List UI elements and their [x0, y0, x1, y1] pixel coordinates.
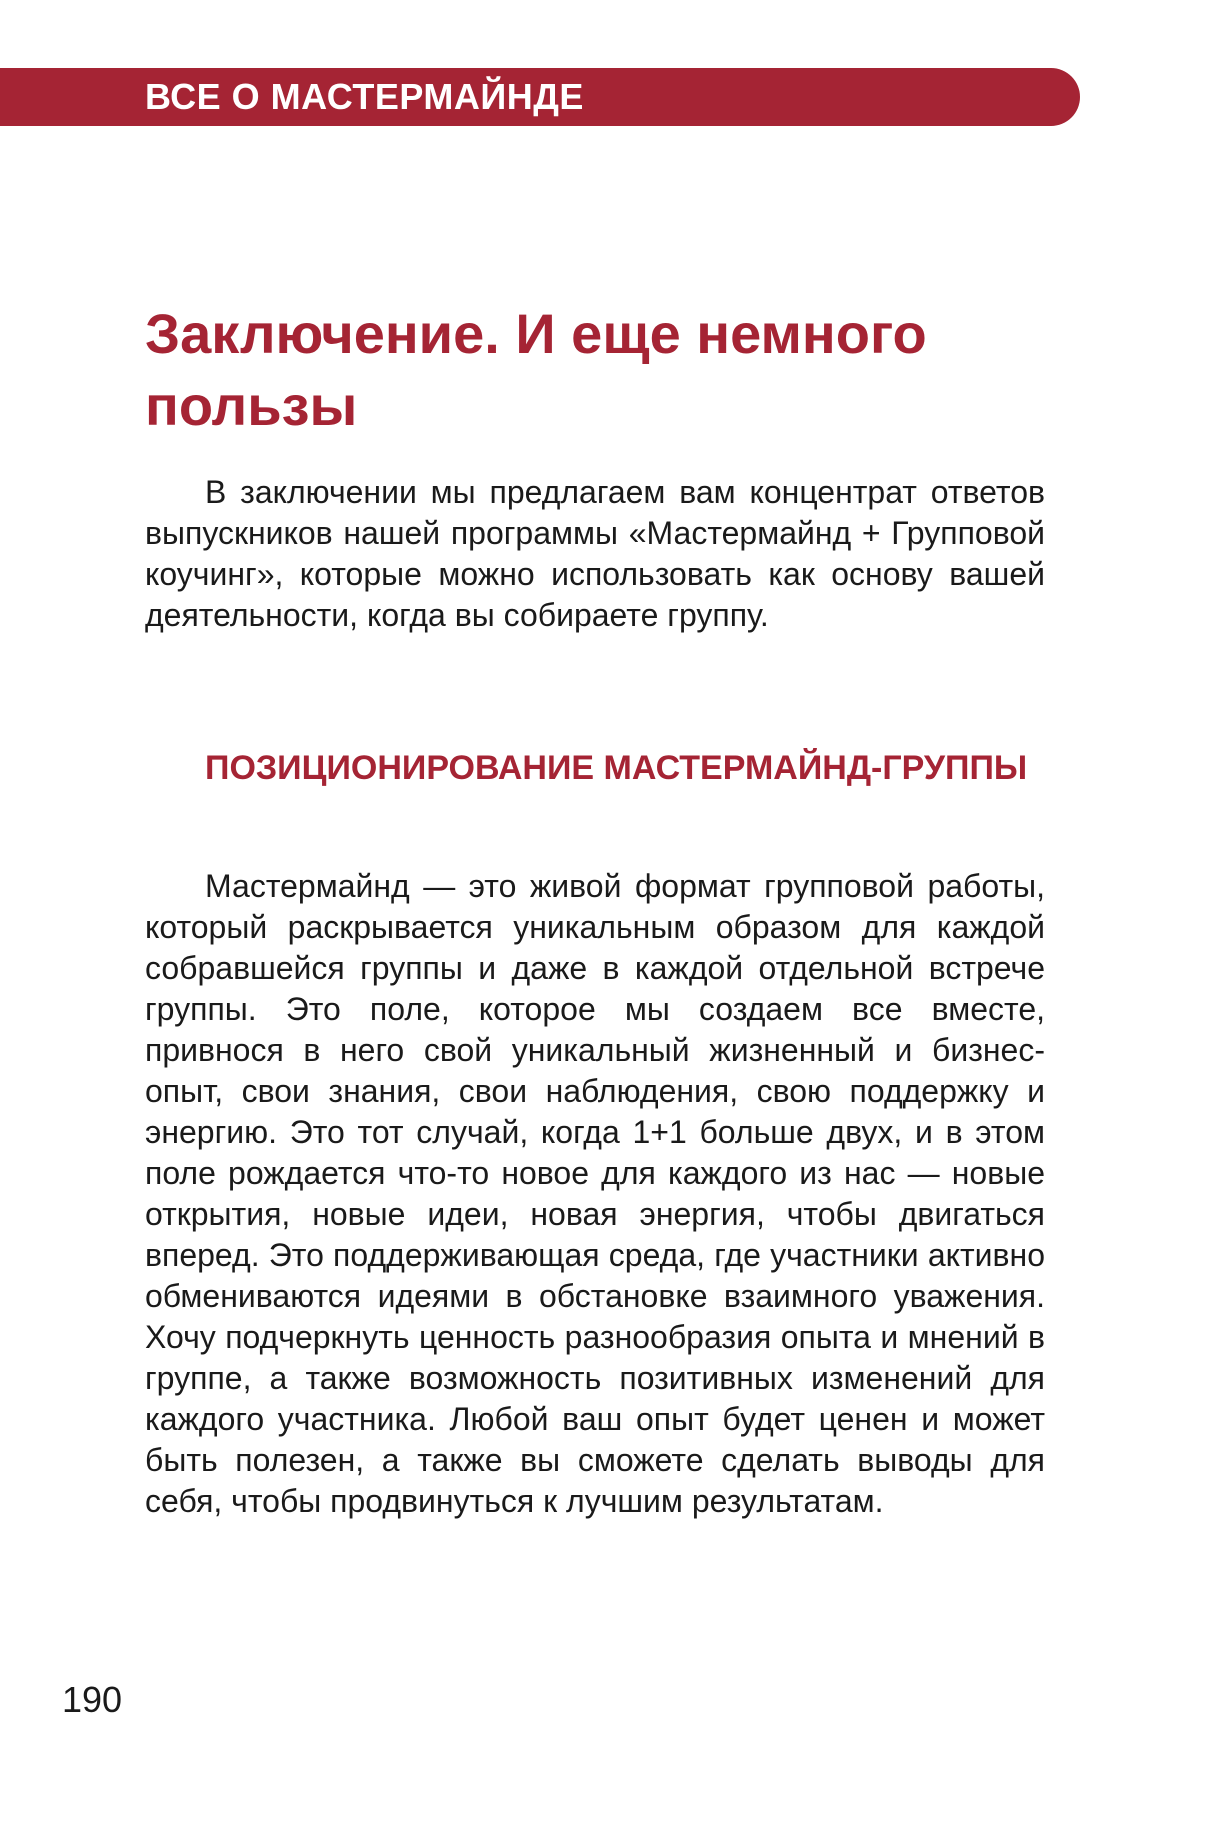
running-header-title: ВСЕ О МАСТЕРМАЙНДЕ	[145, 76, 584, 117]
section-body-paragraph: Мастермайнд — это живой формат групповой работы, который раскрывается уникальным образом для каждой собравшейся группы и даже в каждой отдельной встрече группы. Это поле, которое мы создаем все вместе, привнося в него свой уникальный жизненный и бизнес-опыт, свои знания, свои наблюдения, свою поддержку и энергию. Это тот случай, когда 1+1 больше двух, и в этом поле рождается что-то новое для каждого из нас — новые открытия, новые идеи, новая энергия, чтобы двигаться вперед. Это поддерживающая среда, где участники активно обмениваются идеями в обстановке взаимного уважения. Хочу подчеркнуть ценность разнообразия опыта и мнений в группе, а также возможность позитивных изменений для каждого участника. Любой ваш опыт будет ценен и может быть полезен, а также вы сможете сделать выводы для себя, чтобы продвинуться к лучшим результатам.	[145, 868, 1045, 1519]
running-header-band	[0, 68, 1080, 126]
chapter-title: Заключение. И еще немного пользы	[145, 302, 927, 437]
intro-paragraph: В заключении мы предлагаем вам концентрат ответов выпускников нашей программы «Мастермайнд + Групповой коучинг», которые можно использовать как основу вашей деятельности, когда вы собираете группу.	[145, 474, 1045, 633]
section-heading: ПОЗИЦИОНИРОВАНИЕ МАСТЕРМАЙНД-ГРУППЫ	[205, 749, 1028, 787]
page-number: 190	[62, 1679, 123, 1720]
